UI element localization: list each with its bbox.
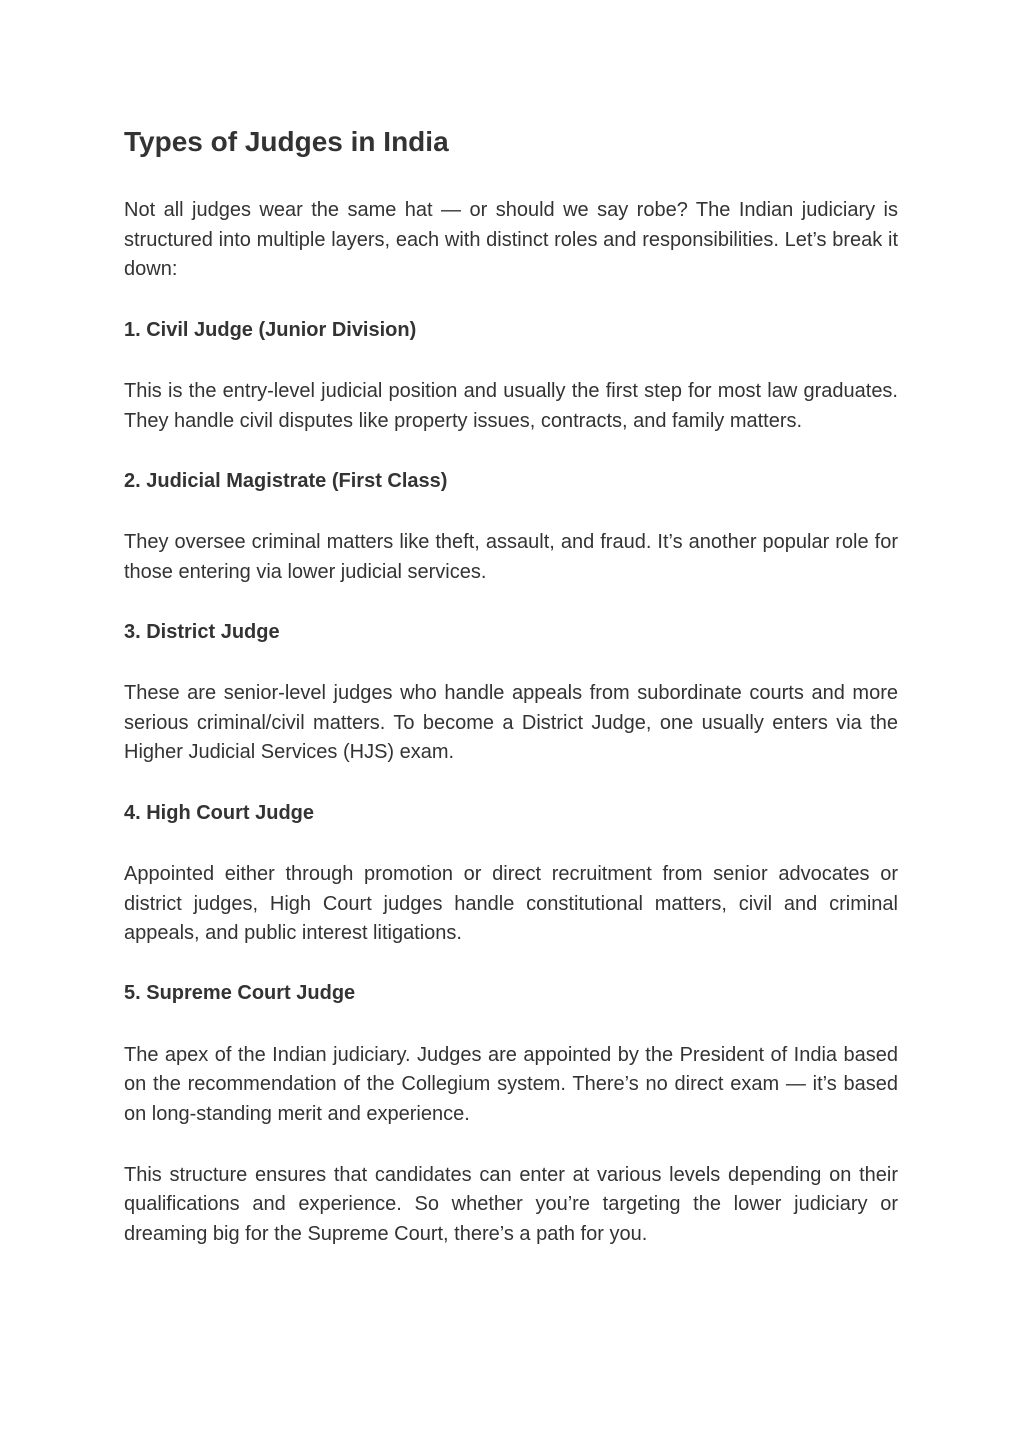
intro-paragraph: Not all judges wear the same hat — or should we say robe? The Indian judiciary is structured into multiple layers, each with distinct roles and responsibilities. Let’s break it down:: [124, 199, 898, 281]
section-heading-high-court-judge: 4. High Court Judge: [124, 801, 314, 824]
page-title: Types of Judges in India: [124, 126, 449, 157]
section-body-civil-judge: This is the entry-level judicial position and usually the first step for most law graduates. They handle civil disputes like property issues, contracts, and family matters.: [124, 379, 898, 432]
section-body-supreme-court-judge: The apex of the Indian judiciary. Judges are appointed by the President of India based on the recommendation of the Collegium system. There’s no direct exam — it’s based on long-standing merit and experience.: [124, 1043, 898, 1126]
section-heading-judicial-magistrate: 2. Judicial Magistrate (First Class): [124, 469, 448, 492]
section-body-judicial-magistrate: They oversee criminal matters like theft, assault, and fraud. It’s another popular role for those entering via lower judicial services.: [124, 530, 898, 583]
section-heading-district-judge: 3. District Judge: [124, 620, 280, 643]
section-heading-civil-judge: 1. Civil Judge (Junior Division): [124, 318, 417, 341]
section-body-high-court-judge: Appointed either through promotion or direct recruitment from senior advocates or district judges, High Court judges handle constitutional matters, civil and criminal appeals, and public interest litigations.: [124, 862, 898, 945]
closing-paragraph: This structure ensures that candidates can enter at various levels depending on their qualifications and experience. So whether you’re targeting the lower judiciary or dreaming big for the Supreme Court, there’s a path for you.: [124, 1163, 898, 1246]
section-heading-supreme-court-judge: 5. Supreme Court Judge: [124, 982, 356, 1005]
document-page: [124, 118, 898, 1250]
section-body-district-judge: These are senior-level judges who handle appeals from subordinate courts and more serious criminal/civil matters. To become a District Judge, one usually enters via the Higher Judicial Services (HJS) exam.: [124, 682, 898, 764]
